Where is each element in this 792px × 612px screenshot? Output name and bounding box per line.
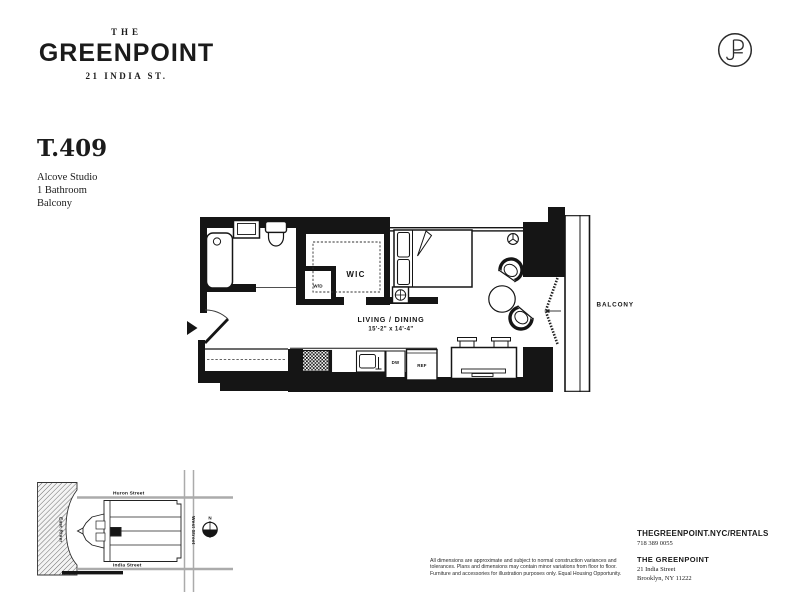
brand-the: THE: [110, 27, 142, 37]
living-dims-label: 15'-2" x 14'-4": [368, 326, 414, 333]
toilet-tank: [266, 222, 287, 233]
unit-number: T.409: [37, 135, 108, 162]
wic-label: WIC: [346, 270, 366, 279]
hall-closet: [205, 349, 288, 360]
stool: [492, 338, 511, 342]
monogram-logo-icon: [716, 31, 754, 69]
washer-dryer: [300, 266, 336, 304]
address-line-1: 21 India Street: [637, 566, 676, 573]
bed-area: [393, 230, 473, 303]
entry-door: [205, 310, 228, 343]
monogram-glyph: [727, 40, 743, 60]
east-river-label: East River: [57, 517, 63, 543]
unit-features: [37, 171, 107, 210]
stove: [303, 351, 332, 372]
console: [452, 338, 517, 379]
dw-label: DW: [391, 360, 400, 365]
balcony-rail: [565, 215, 590, 392]
location-map: [30, 465, 235, 595]
brand-address: 21 INDIA ST.: [85, 71, 168, 81]
disclaimer-text: All dimensions are approximate and subject to normal construction variances and tolerances. Plans and dimensions may contain minor variations from floor to floor. Furniture and accessories for illustration purposes only. Equal Housing Opportunity.: [430, 558, 622, 577]
compass-n-label: N: [208, 515, 212, 521]
pillow: [398, 233, 410, 258]
entry-arrow-icon: [187, 321, 198, 335]
rentals-website: THEGREENPOINT.NYC/RENTALS: [637, 529, 769, 538]
address-line-2: Brooklyn, NY 11222: [637, 574, 692, 582]
compass-icon: [203, 516, 217, 539]
bathroom: [207, 221, 298, 289]
building-footprint: [78, 501, 182, 562]
contact-block: [637, 529, 769, 583]
india-street-label: India Street: [113, 563, 142, 569]
tub-drain: [213, 238, 220, 245]
pillow: [398, 260, 410, 285]
brand-name: GREENPOINT: [38, 39, 215, 67]
pier: [62, 571, 123, 574]
balcony-label: BALCONY: [596, 301, 634, 309]
wd-label: W/D: [313, 283, 323, 289]
brand-logo: [36, 27, 217, 81]
balcony-door: [544, 278, 561, 344]
unit-info: [37, 135, 107, 210]
armchair-1: [494, 255, 526, 288]
unit-location-marker: [111, 528, 122, 537]
floorplan-drawing: [180, 195, 640, 407]
unit-feature: Balcony: [37, 198, 72, 209]
ref-label: REF: [417, 363, 427, 368]
east-river: [38, 483, 78, 576]
living-dining-label: LIVING / DINING: [357, 315, 425, 324]
phone-number: 718 389 0055: [637, 540, 673, 547]
building-name: THE GREENPOINT: [637, 555, 710, 564]
toilet-bowl: [269, 233, 284, 247]
sink-basin: [238, 224, 256, 235]
building-address: [637, 566, 769, 583]
round-table: [489, 286, 515, 312]
stool: [458, 338, 477, 342]
west-street-label: West Street: [190, 516, 195, 545]
unit-feature: Alcove Studio: [37, 172, 98, 183]
huron-street-label: Huron Street: [113, 491, 145, 497]
unit-feature: 1 Bathroom: [37, 185, 87, 196]
light-fixture-icon: [508, 234, 519, 245]
